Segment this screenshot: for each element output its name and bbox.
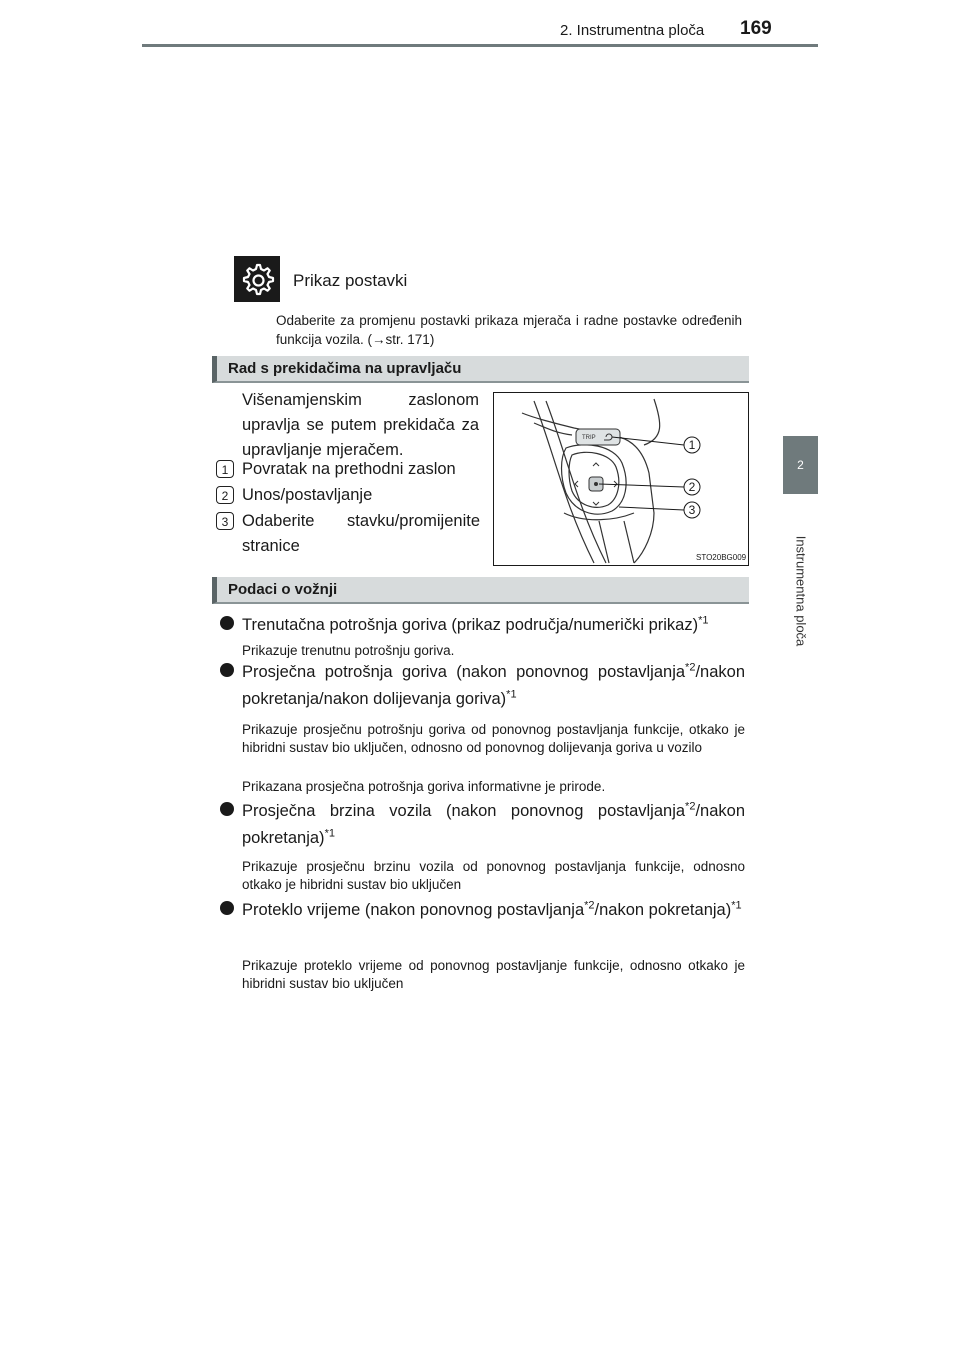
steering-switch-figure: [493, 392, 749, 566]
trip-label: TRIP: [582, 435, 596, 441]
chapter-tab-label-text: Instrumentna ploča: [793, 535, 808, 647]
section-heading-switches-text: Rad s prekidačima na upravljaču: [228, 360, 462, 377]
section-heading-trip-data-text: Podaci o vožnji: [228, 581, 338, 598]
bullet-item-4: [220, 897, 745, 951]
bullet-title: Proteklo vrijeme (nakon ponovnog postavljanja$^{*2}$/nakon pokretanja)$^{*1}$: [242, 899, 742, 919]
bullet-item-3: [220, 798, 745, 852]
bullet-icon: [220, 616, 234, 630]
section-heading-trip-data: [212, 577, 749, 604]
settings-description: Odaberite za promjenu postavki prikaza mjerača i radne postavke određenih funkcija vozila. (→str. 171): [276, 313, 742, 347]
number-badge: 2: [216, 486, 234, 504]
settings-title: Prikaz postavki: [293, 271, 408, 290]
figure-callout-2: 2: [688, 480, 696, 494]
switches-intro: Višenamjenskim zaslonom upravlja se putem prekidača za upravljanje mjeračem.: [242, 391, 479, 459]
bullet-item-2: [220, 659, 745, 713]
numbered-item-text: Povratak na prethodni zaslon: [242, 460, 456, 478]
numbered-item-text: Odaberite stavku/promijenite stranice: [242, 512, 480, 555]
bullet-desc: Prikazuje prosječnu potrošnju goriva od ponovnog postavljanja funkcije, otkako je hibridni sustav bio uključen, odnosno od ponovnog dolijevanja goriva u vozilo: [242, 722, 745, 755]
steering-switch-illustration: [494, 393, 748, 565]
bullet-icon: [220, 901, 234, 915]
number-badge: 1: [216, 460, 234, 478]
bullet-desc: Prikazuje prosječnu brzinu vozila od ponovnog postavljanja funkcije, odnosno otkako je hibridni sustav bio uključen: [242, 859, 745, 892]
figure-code: STO20BG009: [696, 553, 747, 562]
numbered-item-text: Unos/postavljanje: [242, 486, 373, 504]
bullet-item-1: [220, 612, 745, 639]
bullet-desc: Prikazuje proteklo vrijeme od ponovnog postavljanje funkcije, odnosno otkako je hibridni sustav bio uključen: [242, 958, 745, 991]
figure-callout-3: 3: [688, 503, 696, 517]
bullet-title: Trenutačna potrošnja goriva (prikaz područja/numerički prikaz)$^{*1}$: [242, 614, 709, 634]
chapter-tab-label: [783, 506, 818, 676]
page-number: 169: [740, 18, 772, 39]
header-divider: [142, 44, 818, 47]
section-header: 2. Instrumentna ploča: [560, 22, 705, 39]
figure-callout-1: 1: [688, 438, 696, 452]
bullet-desc: Prikazuje trenutnu potrošnju goriva.: [242, 643, 455, 658]
bullet-desc: Prikazana prosječna potrošnja goriva informativne je prirode.: [242, 779, 606, 794]
section-heading-switches: [212, 356, 749, 383]
bullet-title: Prosječna brzina vozila (nakon ponovnog postavljanja$^{*2}$/nakon pokretanja)$^{*1}$: [242, 800, 745, 847]
bullet-icon: [220, 663, 234, 677]
bullet-title: Prosječna potrošnja goriva (nakon ponovnog postavljanja$^{*2}$/nakon pokretanja/nakon dolijevanja goriva)$^{*1}$: [242, 661, 745, 708]
number-badge: 3: [216, 512, 234, 530]
bullet-icon: [220, 802, 234, 816]
gear-icon: [234, 256, 280, 302]
chapter-tab-number[interactable]: 2: [783, 436, 818, 494]
